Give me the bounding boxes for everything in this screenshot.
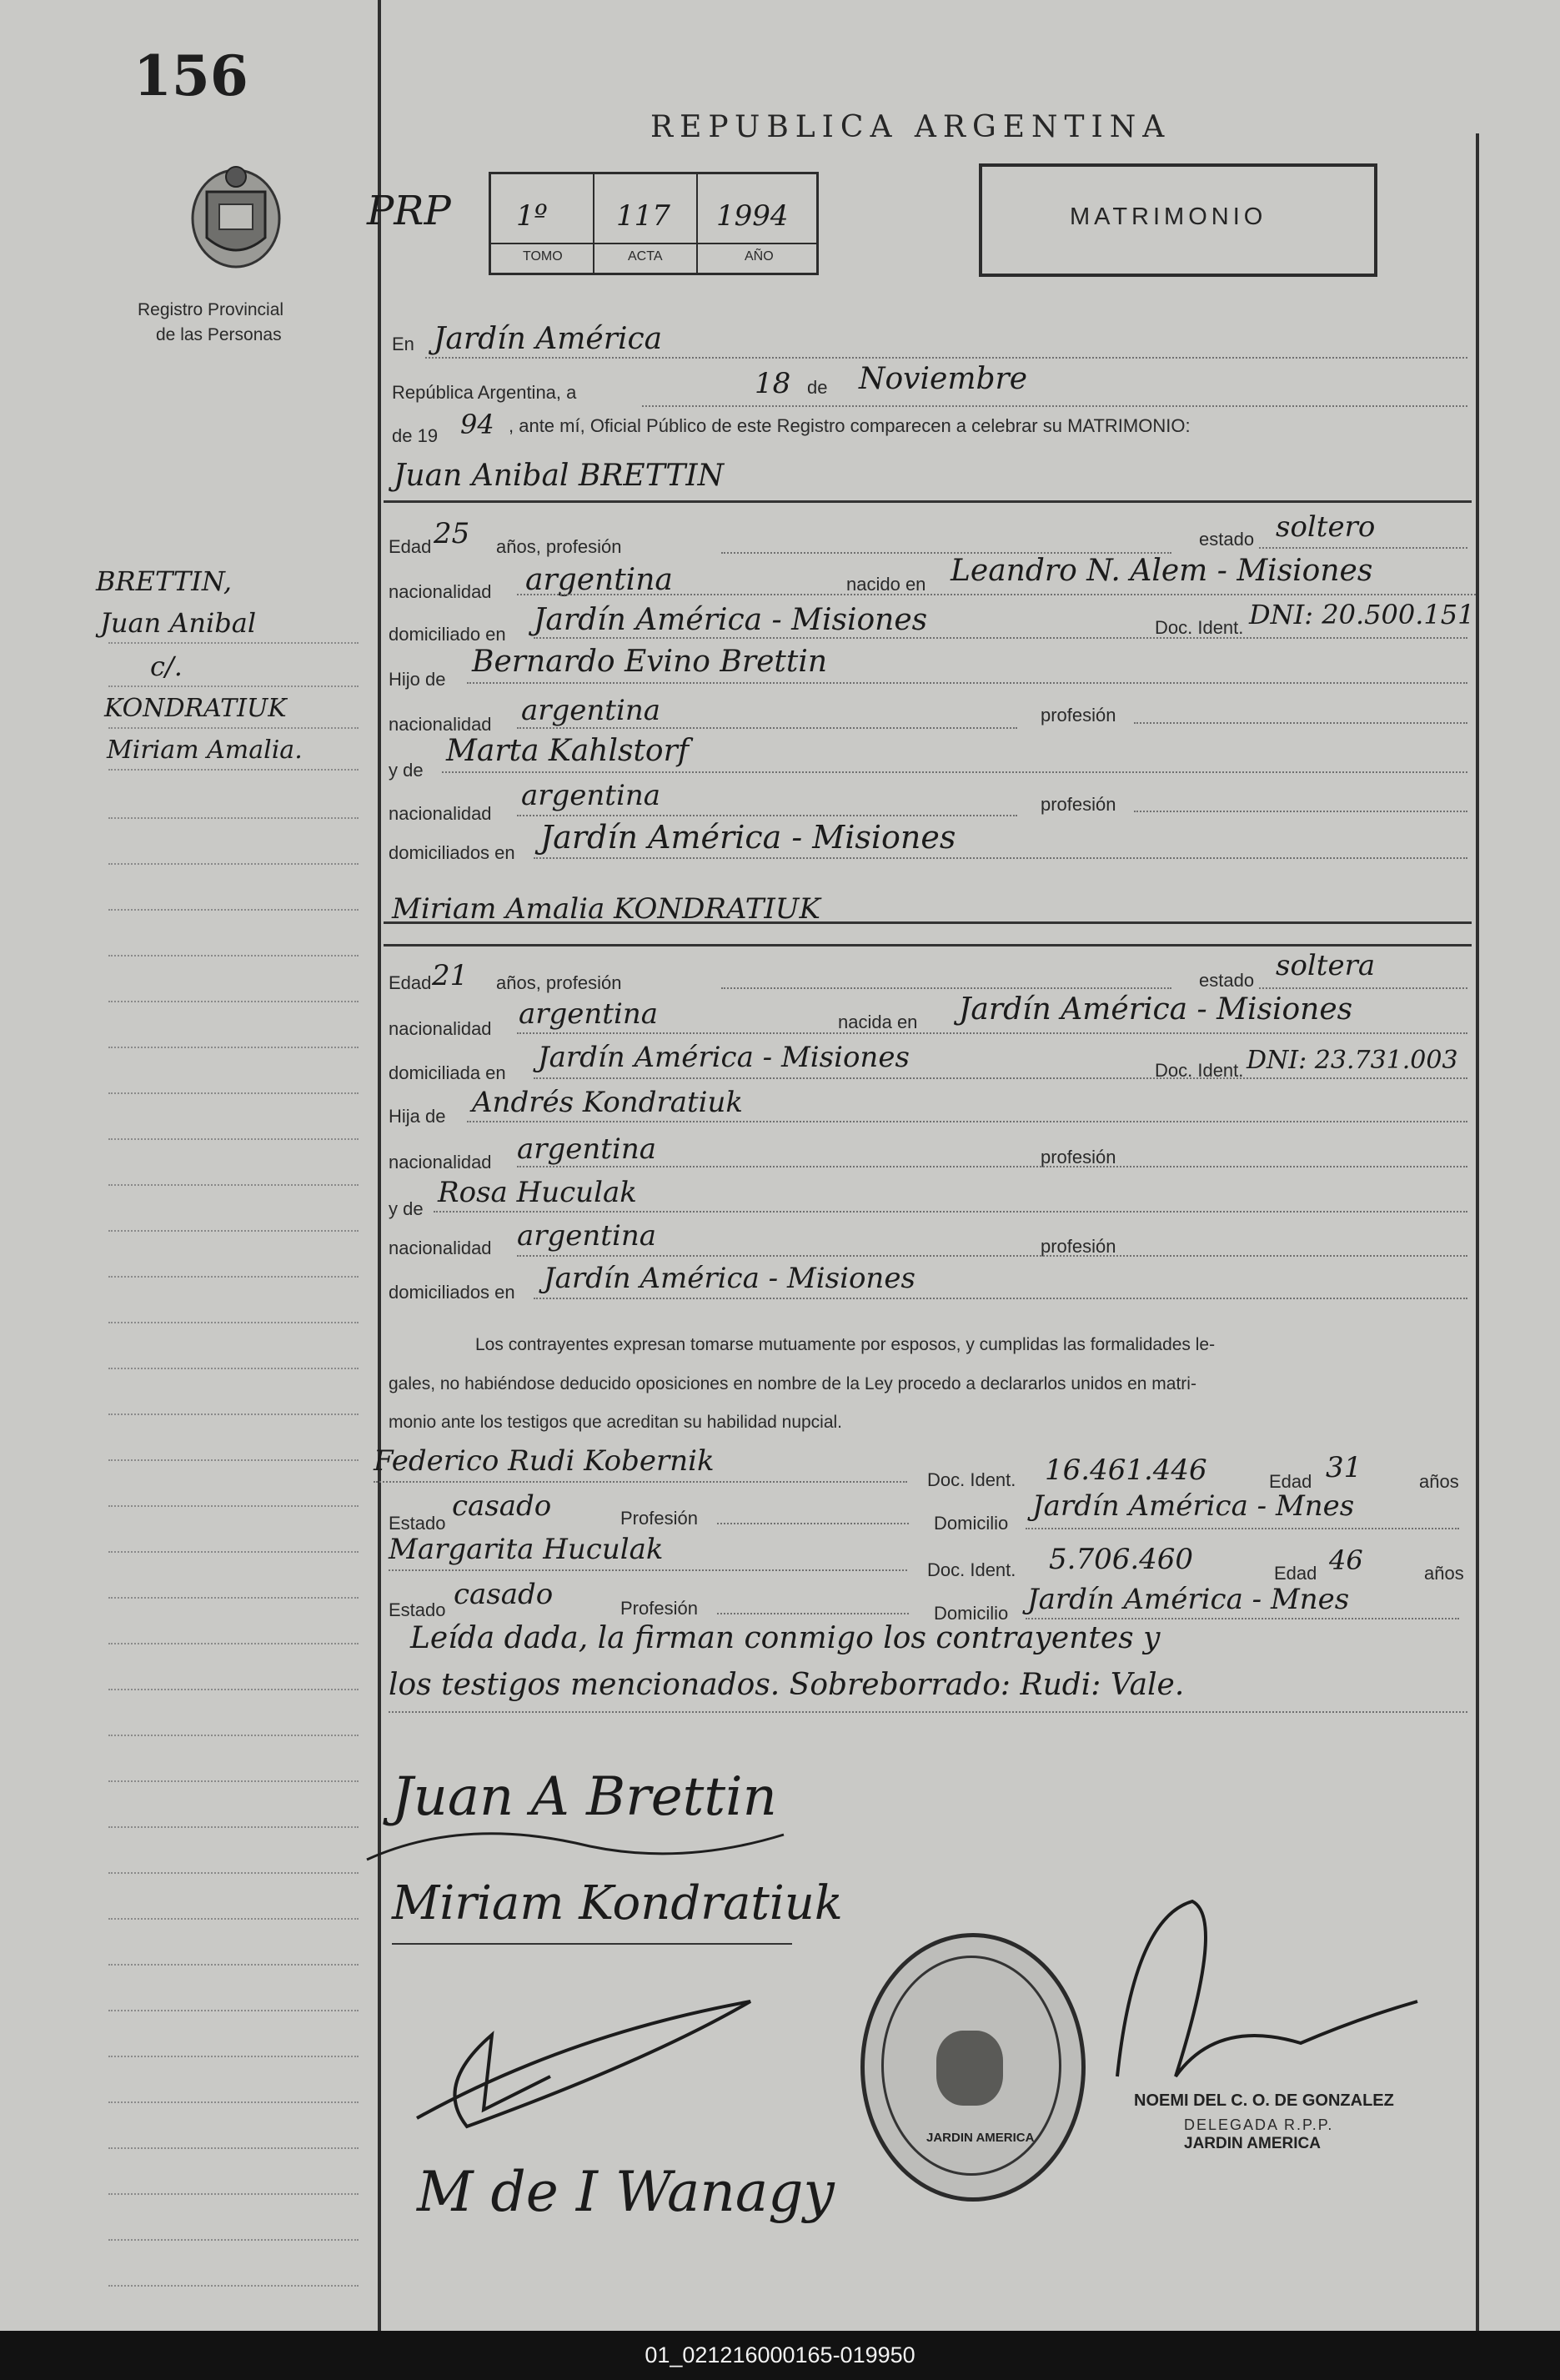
- witness1-name: Federico Rudi Kobernik: [374, 1444, 715, 1478]
- bride-estado: soltera: [1276, 949, 1376, 982]
- witness2-age: 46: [1329, 1544, 1363, 1576]
- en-label: En: [392, 334, 414, 354]
- seal-emblem: [936, 2031, 1003, 2106]
- official-seal: [860, 1933, 1086, 2202]
- seal-text: JARDIN AMERICA: [926, 2131, 1035, 2145]
- witness2-estado-label: Estado: [389, 1599, 446, 1620]
- bride-father-nat-label: nacionalidad: [389, 1152, 492, 1172]
- bride-anos-label: años, profesión: [496, 972, 622, 993]
- groom-dom-label: domiciliado en: [389, 624, 506, 645]
- bride-name: Miriam Amalia KONDRATIUK: [392, 892, 820, 926]
- groom-nacido-label: nacido en: [846, 574, 926, 595]
- witness2-domicilio: Jardín América - Mnes: [1027, 1583, 1350, 1616]
- groom-parents-dom: Jardín América - Misiones: [540, 819, 956, 856]
- margin-note-line-5: Miriam Amalia.: [107, 736, 303, 765]
- witness-signature: M de I Wanagy: [417, 2160, 835, 2224]
- footer-id: 01_021216000165-019950: [645, 2342, 915, 2367]
- bride-address: Jardín América - Misiones: [538, 1041, 910, 1074]
- registry-line-2: de las Personas: [156, 325, 282, 344]
- margin-note-line-3: c/.: [150, 650, 183, 682]
- groom-name: Juan Anibal BRETTIN: [394, 459, 725, 493]
- month: Noviembre: [859, 362, 1028, 396]
- delegate-stamp-sub2: JARDIN AMERICA: [1184, 2135, 1321, 2152]
- groom-mother: Marta Kahlstorf: [446, 734, 690, 768]
- ano-label: AÑO: [745, 249, 774, 264]
- witness2-doc: 5.706.460: [1049, 1543, 1194, 1576]
- footer-id-bar: [0, 2331, 1560, 2380]
- acta-value: 117: [616, 199, 670, 233]
- groom-address: Jardín América - Misiones: [534, 603, 928, 637]
- groom-nac-label: nacionalidad: [389, 581, 492, 602]
- page-number: 156: [133, 43, 248, 108]
- witness1-profesion-label: Profesión: [620, 1508, 698, 1529]
- tomo-label: TOMO: [523, 249, 563, 264]
- matrimonio-box: [979, 163, 1377, 277]
- groom-nationality: argentina: [525, 563, 673, 597]
- right-rule: [1476, 133, 1479, 2331]
- bride-doc: DNI: 23.731.003: [1246, 1046, 1458, 1075]
- witness1-doc: 16.461.446: [1045, 1454, 1207, 1487]
- acta-label: ACTA: [628, 249, 663, 264]
- de-label: de: [807, 377, 828, 398]
- bride-father: Andrés Kondratiuk: [472, 1086, 744, 1119]
- bride-yde-label: y de: [389, 1198, 424, 1219]
- day: 18: [755, 367, 791, 400]
- witness2-anos-label: años: [1424, 1563, 1464, 1584]
- bride-parents-dom: Jardín América - Misiones: [544, 1262, 915, 1295]
- witness1-domicilio-label: Domicilio: [934, 1513, 1009, 1534]
- bride-mother-prof-label: profesión: [1041, 1236, 1116, 1257]
- groom-signature: Juan A Brettin: [392, 1766, 777, 1828]
- groom-yde-label: y de: [389, 760, 424, 781]
- witness1-age: 31: [1326, 1451, 1362, 1484]
- groom-doc-label: Doc. Ident.: [1155, 617, 1244, 638]
- groom-parents-dom-label: domiciliados en: [389, 842, 515, 863]
- witness1-edad-label: Edad: [1269, 1471, 1312, 1492]
- witness1-domicilio: Jardín América - Mnes: [1032, 1489, 1355, 1523]
- bride-mother: Rosa Huculak: [438, 1176, 637, 1209]
- witness1-anos-label: años: [1419, 1471, 1459, 1492]
- declaration-line-2: gales, no habiéndose deducido oposiciones en nombre de la Ley procedo a declararlos unidos en matri-: [389, 1374, 1196, 1393]
- bride-age: 21: [432, 959, 469, 992]
- margin-note-line-2: Juan Anibal: [100, 607, 257, 639]
- groom-mother-prof-label: profesión: [1041, 794, 1116, 815]
- witness2-profesion-label: Profesión: [620, 1598, 698, 1619]
- groom-edad-label: Edad: [389, 536, 432, 557]
- groom-estado-label: estado: [1199, 529, 1255, 550]
- bride-birthplace: Jardín América - Misiones: [959, 992, 1353, 1027]
- closing-note-line-1: Leída dada, la firman conmigo los contrayentes y: [410, 1621, 1161, 1655]
- bride-dom-label: domiciliada en: [389, 1062, 506, 1083]
- groom-father-nat: argentina: [521, 694, 661, 727]
- groom-birthplace: Leandro N. Alem - Misiones: [951, 554, 1373, 588]
- witness1-estado-label: Estado: [389, 1513, 446, 1534]
- tomo-value: 1º: [516, 199, 548, 233]
- bride-mother-nat: argentina: [517, 1219, 657, 1253]
- groom-mother-nat: argentina: [521, 779, 661, 812]
- initials: PRP: [367, 188, 451, 234]
- groom-anos-label: años, profesión: [496, 536, 622, 557]
- margin-note-line-1: BRETTIN,: [96, 565, 233, 597]
- place: Jardín América: [434, 322, 663, 356]
- delegate-stamp-sub1: DELEGADA R.P.P.: [1184, 2116, 1334, 2133]
- official-signature-scribble: [400, 1985, 767, 2152]
- groom-hijo-label: Hijo de: [389, 669, 446, 690]
- bride-doc-label: Doc. Ident.: [1155, 1060, 1244, 1081]
- groom-father: Bernardo Evino Brettin: [472, 645, 828, 679]
- witness1-estado: casado: [452, 1489, 552, 1523]
- matrimonio-title: MATRIMONIO: [1070, 203, 1267, 230]
- declaration-line-1: Los contrayentes expresan tomarse mutuamente por esposos, y cumplidas las formalidades le-: [475, 1335, 1216, 1354]
- closing-note-line-2: los testigos mencionados. Sobreborrado: Rudi: Vale.: [389, 1668, 1185, 1702]
- bride-signature: Miriam Kondratiuk: [392, 1876, 843, 1931]
- bride-father-prof-label: profesión: [1041, 1147, 1116, 1167]
- witness2-doc-label: Doc. Ident.: [927, 1559, 1016, 1580]
- bride-father-nat: argentina: [517, 1132, 657, 1166]
- groom-father-prof-label: profesión: [1041, 705, 1116, 726]
- groom-father-nat-label: nacionalidad: [389, 714, 492, 735]
- witness2-domicilio-label: Domicilio: [934, 1603, 1009, 1624]
- margin-note-line-4: KONDRATIUK: [104, 694, 287, 723]
- witness2-name: Margarita Huculak: [389, 1533, 664, 1566]
- registry-line-1: Registro Provincial: [138, 300, 284, 319]
- groom-age: 25: [434, 517, 470, 550]
- bride-estado-label: estado: [1199, 970, 1255, 991]
- groom-estado: soltero: [1276, 510, 1376, 544]
- coat-of-arms-icon: [182, 158, 290, 275]
- year-suffix: 94: [460, 409, 494, 440]
- witness1-doc-label: Doc. Ident.: [927, 1469, 1016, 1490]
- bride-hija-label: Hija de: [389, 1106, 446, 1127]
- witness2-estado: casado: [454, 1578, 554, 1611]
- groom-mother-nat-label: nacionalidad: [389, 803, 492, 824]
- groom-doc: DNI: 20.500.151: [1249, 599, 1475, 630]
- bride-mother-nat-label: nacionalidad: [389, 1238, 492, 1258]
- declaration-line-3: monio ante los testigos que acreditan su habilidad nupcial.: [389, 1413, 843, 1432]
- bride-nationality: argentina: [519, 997, 659, 1031]
- year-prefix: de 19: [392, 425, 439, 446]
- republica-label: República Argentina, a: [392, 382, 577, 403]
- bride-edad-label: Edad: [389, 972, 432, 993]
- country-title: REPUBLICA ARGENTINA: [650, 110, 1171, 144]
- ano-value: 1994: [716, 199, 789, 233]
- left-rule: [378, 0, 381, 2331]
- witness2-edad-label: Edad: [1274, 1563, 1317, 1584]
- bride-nacida-label: nacida en: [838, 1012, 918, 1032]
- bride-nac-label: nacionalidad: [389, 1018, 492, 1039]
- bride-parents-dom-label: domiciliados en: [389, 1282, 515, 1303]
- intro-statement: , ante mí, Oficial Público de este Registro comparecen a celebrar su MATRIMONIO:: [509, 415, 1191, 436]
- record-box: [489, 172, 819, 275]
- delegate-stamp-name: NOEMI DEL C. O. DE GONZALEZ: [1134, 2091, 1394, 2110]
